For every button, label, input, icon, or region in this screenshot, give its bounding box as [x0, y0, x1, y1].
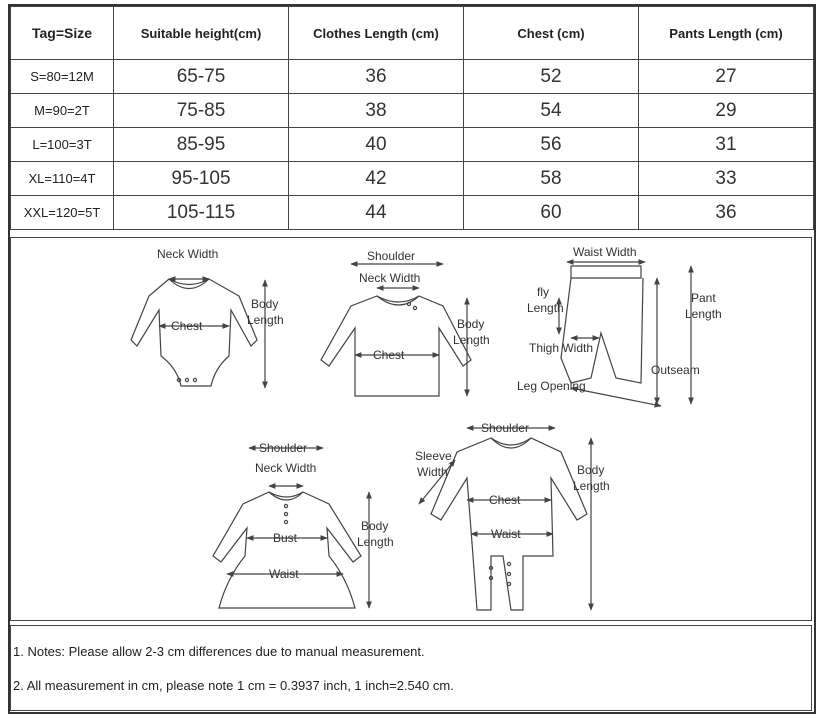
cell-clothes-length: 36 [289, 60, 464, 94]
bodysuit-illustration [131, 279, 265, 388]
notes-section [10, 625, 812, 711]
cell-pants-length: 29 [639, 94, 814, 128]
romper-sleeve-width-label-1: Sleeve [415, 449, 452, 463]
cell-clothes-length: 38 [289, 94, 464, 128]
cell-clothes-length: 44 [289, 196, 464, 230]
table-row [11, 196, 814, 230]
dress-bust-label: Bust [273, 531, 298, 545]
cell-pants-length: 31 [639, 128, 814, 162]
romper-sleeve-width-label-2: Width [417, 465, 448, 479]
pants-pant-length-label-2: Length [685, 307, 722, 321]
pants-thigh-width-label: Thigh Width [529, 341, 594, 355]
romper-chest-label: Chest [489, 493, 521, 507]
pants-outseam-label: Outseam [651, 363, 700, 377]
top-body-length-label-1: Body [457, 317, 485, 331]
cell-pants-length: 33 [639, 162, 814, 196]
cell-pants-length: 27 [639, 60, 814, 94]
table-row [11, 128, 814, 162]
cell-size: XL=110=4T [11, 162, 114, 196]
dress-body-length-label-1: Body [361, 519, 389, 533]
measurement-diagram [10, 237, 812, 621]
pants-leg-opening-label: Leg Opening [517, 379, 586, 393]
header-pants-length: Pants Length (cm) [639, 7, 814, 60]
dress-shoulder-label: Shoulder [259, 441, 308, 455]
pants-waist-width-label: Waist Width [573, 245, 637, 259]
romper-waist-label: Waist [491, 527, 521, 541]
header-height: Suitable height(cm) [114, 7, 289, 60]
cell-size: M=90=2T [11, 94, 114, 128]
size-table [10, 6, 814, 230]
bodysuit-chest-label: Chest [171, 319, 203, 333]
romper-body-length-label-1: Body [577, 463, 605, 477]
top-chest-label: Chest [373, 348, 405, 362]
top-shoulder-label: Shoulder [367, 249, 416, 263]
note-manual-measurement: 1. Notes: Please allow 2-3 cm differences due to manual measurement. [13, 644, 425, 659]
table-row [11, 162, 814, 196]
table-header-row [11, 7, 814, 60]
cell-height: 75-85 [114, 94, 289, 128]
note-unit-conversion: 2. All measurement in cm, please note 1 cm = 0.3937 inch, 1 inch=2.540 cm. [13, 678, 454, 693]
cell-clothes-length: 40 [289, 128, 464, 162]
cell-chest: 60 [464, 196, 639, 230]
romper-shoulder-label: Shoulder [481, 421, 530, 435]
header-chest: Chest (cm) [464, 7, 639, 60]
pants-fly-length-label-2: Length [527, 301, 564, 315]
cell-clothes-length: 42 [289, 162, 464, 196]
dress-body-length-label-2: Length [357, 535, 394, 549]
cell-size: L=100=3T [11, 128, 114, 162]
table-row [11, 60, 814, 94]
top-body-length-label-2: Length [453, 333, 490, 347]
cell-chest: 52 [464, 60, 639, 94]
header-tag-size: Tag=Size [11, 7, 114, 60]
cell-size: S=80=12M [11, 60, 114, 94]
cell-chest: 58 [464, 162, 639, 196]
cell-height: 85-95 [114, 128, 289, 162]
cell-chest: 56 [464, 128, 639, 162]
bodysuit-body-length-label-1: Body [251, 297, 279, 311]
measurement-illustrations [11, 238, 811, 620]
pants-pant-length-label-1: Pant [691, 291, 716, 305]
bodysuit-neck-width-label: Neck Width [157, 247, 219, 261]
header-clothes-length: Clothes Length (cm) [289, 7, 464, 60]
cell-height: 65-75 [114, 60, 289, 94]
romper-body-length-label-2: Length [573, 479, 610, 493]
table-row [11, 94, 814, 128]
cell-height: 105-115 [114, 196, 289, 230]
top-neck-width-label: Neck Width [359, 271, 421, 285]
bodysuit-body-length-label-2: Length [247, 313, 284, 327]
pants-fly-length-label-1: fly [537, 285, 549, 299]
cell-pants-length: 36 [639, 196, 814, 230]
cell-size: XXL=120=5T [11, 196, 114, 230]
dress-waist-label: Waist [269, 567, 299, 581]
cell-chest: 54 [464, 94, 639, 128]
cell-height: 95-105 [114, 162, 289, 196]
dress-neck-width-label: Neck Width [255, 461, 317, 475]
